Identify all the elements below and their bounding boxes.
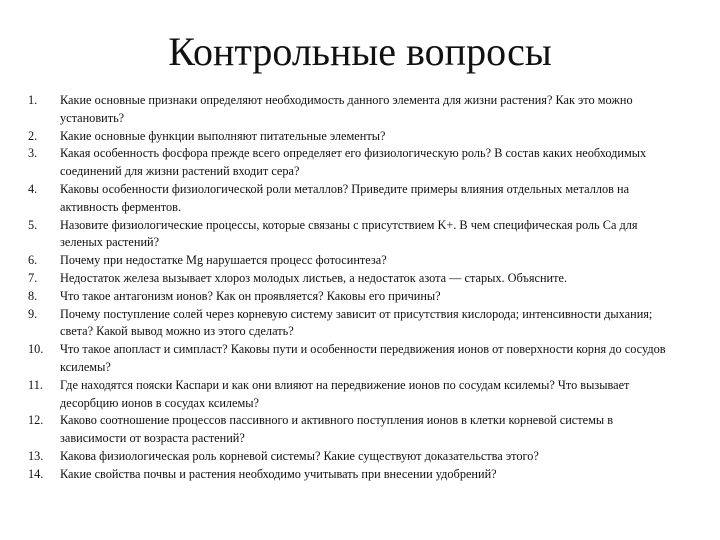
question-item <box>28 128 668 146</box>
question-text: Какова физиологическая роль корневой системы? Какие существуют доказательства этого? <box>60 448 539 463</box>
question-item <box>28 306 668 342</box>
question-text: Какие основные функции выполняют питательные элементы? <box>60 128 386 143</box>
question-number: 12. <box>28 413 44 428</box>
questions-list <box>28 92 668 484</box>
question-text: Что такое антагонизм ионов? Как он проявляется? Каковы его причины? <box>60 288 441 303</box>
question-number: 14. <box>28 466 44 481</box>
question-item <box>28 252 668 270</box>
question-text: Почему при недостатке Mg нарушается процесс фотосинтеза? <box>60 253 387 268</box>
question-number: 13. <box>28 448 44 463</box>
question-number: 4. <box>28 181 38 196</box>
question-item <box>28 448 668 466</box>
question-number: 3. <box>28 146 38 161</box>
question-item <box>28 92 668 128</box>
question-text: Какие основные признаки определяют необходимость данного элемента для жизни растения? Как это можно установить? <box>60 93 633 125</box>
question-number: 11. <box>28 377 43 392</box>
question-number: 8. <box>28 288 38 303</box>
question-number: 10. <box>28 342 44 357</box>
question-number: 1. <box>28 93 38 107</box>
question-text: Какая особенность фосфора прежде всего определяет его физиологическую роль? В состав каких необходимых соединений для жизни растений входит сера? <box>60 146 647 179</box>
question-number: 7. <box>28 270 38 285</box>
question-text: Недостаток железа вызывает хлороз молодых листьев, а недостаток азота — старых. Объясните. <box>60 270 568 285</box>
question-text: Назовите физиологические процессы, которые связаны с присутствием K+. В чем специфическая роль Са для зеленых растений? <box>60 217 638 250</box>
question-item <box>28 377 668 413</box>
question-text: Какие свойства почвы и растения необходимо учитывать при внесении удобрений? <box>60 466 497 481</box>
question-text: Что такое апопласт и симпласт? Каковы пути и особенности передвижения ионов от поверхности корня до сосудов ксилемы? <box>60 342 666 374</box>
question-item <box>28 181 668 217</box>
question-number: 5. <box>28 217 38 232</box>
question-text: Почему поступление солей через корневую систему зависит от присутствия кислорода; интенсивности дыхания; света? Какой вывод можно из этого сделать? <box>60 306 653 339</box>
question-number: 6. <box>28 253 38 268</box>
question-text: Каково соотношение процессов пассивного и активного поступления ионов в клетки корневой системы в зависимости от возраста растений? <box>60 413 614 446</box>
question-text: Каковы особенности физиологической роли металлов? Приведите примеры влияния отдельных металлов на активность ферментов. <box>60 181 630 214</box>
question-item <box>28 412 668 448</box>
question-number: 2. <box>28 128 38 143</box>
question-text: Где находятся пояски Каспари и как они влияют на передвижение ионов по сосудам ксилемы? Что вызывает десорбцию ионов в сосудах ксилемы? <box>60 377 630 410</box>
question-item <box>28 341 668 377</box>
question-item <box>28 270 668 288</box>
question-item <box>28 217 668 253</box>
slide-title: Контрольные вопросы <box>168 29 552 74</box>
question-number: 9. <box>28 306 38 321</box>
question-item <box>28 466 668 484</box>
question-item <box>28 288 668 306</box>
question-item <box>28 145 668 181</box>
